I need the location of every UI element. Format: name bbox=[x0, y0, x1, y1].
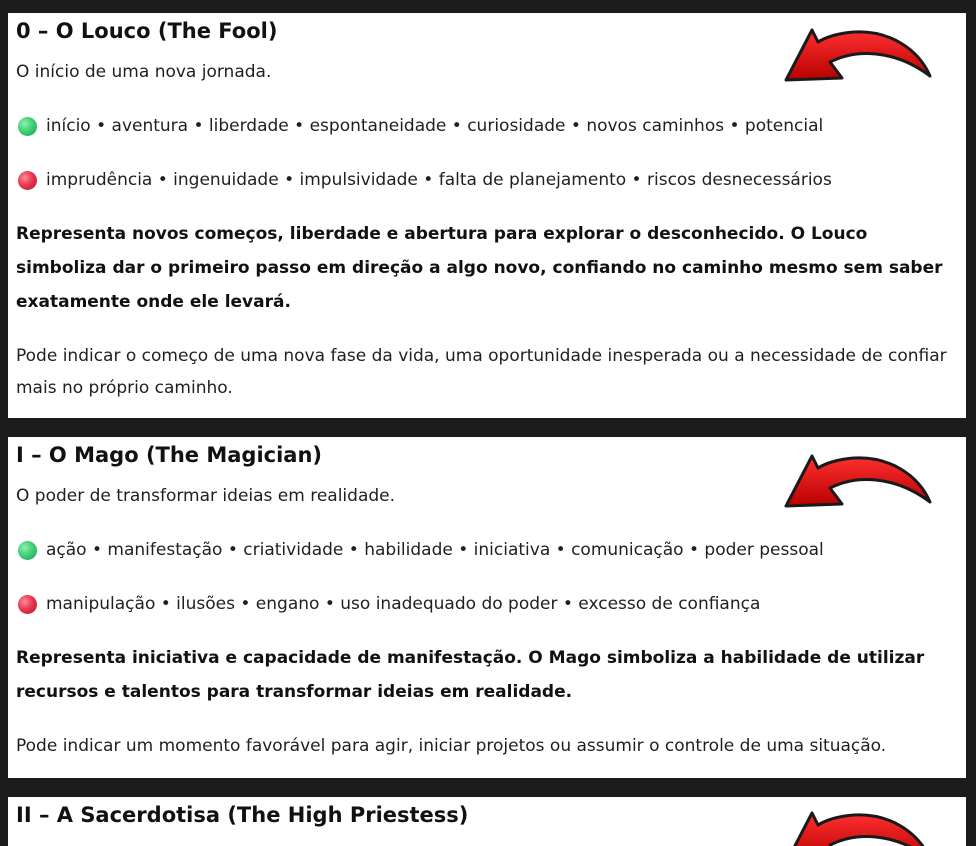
negative-keywords-text: imprudência • ingenuidade • impulsividade • falta de planejamento • riscos desnecessários bbox=[46, 170, 832, 190]
card-summary: Representa iniciativa e capacidade de manifestação. O Mago simboliza a habilidade de utilizar recursos e talentos para transformar ideias em realidade. bbox=[16, 648, 925, 702]
card-summary: Representa novos começos, liberdade e abertura para explorar o desconhecido. O Louco simboliza dar o primeiro passo em direção a algo novo, confiando no caminho mesmo sem saber exatamente onde ele levará. bbox=[16, 224, 943, 312]
positive-keywords bbox=[16, 538, 966, 562]
tarot-card-magician bbox=[8, 437, 966, 778]
negative-keywords bbox=[16, 168, 966, 192]
card-detail: Pode indicar o começo de uma nova fase da vida, uma oportunidade inesperada ou a necessidade de confiar mais no próprio caminho. bbox=[16, 346, 947, 398]
card-title: II – A Sacerdotisa (The High Priestess) bbox=[16, 803, 469, 827]
green-dot-icon bbox=[18, 117, 37, 136]
positive-keywords bbox=[16, 114, 966, 138]
card-subtitle: O início de uma nova jornada. bbox=[16, 62, 272, 82]
negative-keywords bbox=[16, 592, 966, 616]
card-subtitle: O poder de transformar ideias em realidade. bbox=[16, 486, 396, 506]
curved-arrow-icon bbox=[784, 22, 934, 92]
card-title: 0 – O Louco (The Fool) bbox=[16, 19, 278, 43]
tarot-card-high-priestess bbox=[8, 797, 966, 846]
card-title: I – O Mago (The Magician) bbox=[16, 443, 323, 467]
positive-keywords-text: ação • manifestação • criatividade • habilidade • iniciativa • comunicação • poder pessoal bbox=[46, 540, 824, 560]
curved-arrow-icon bbox=[784, 448, 934, 518]
red-dot-icon bbox=[18, 595, 37, 614]
positive-keywords-text: início • aventura • liberdade • espontaneidade • curiosidade • novos caminhos • potencial bbox=[46, 116, 824, 136]
tarot-card-fool bbox=[8, 13, 966, 418]
card-detail: Pode indicar um momento favorável para agir, iniciar projetos ou assumir o controle de uma situação. bbox=[16, 736, 887, 756]
green-dot-icon bbox=[18, 541, 37, 560]
negative-keywords-text: manipulação • ilusões • engano • uso inadequado do poder • excesso de confiança bbox=[46, 594, 761, 614]
red-dot-icon bbox=[18, 171, 37, 190]
curved-arrow-icon bbox=[784, 805, 934, 846]
